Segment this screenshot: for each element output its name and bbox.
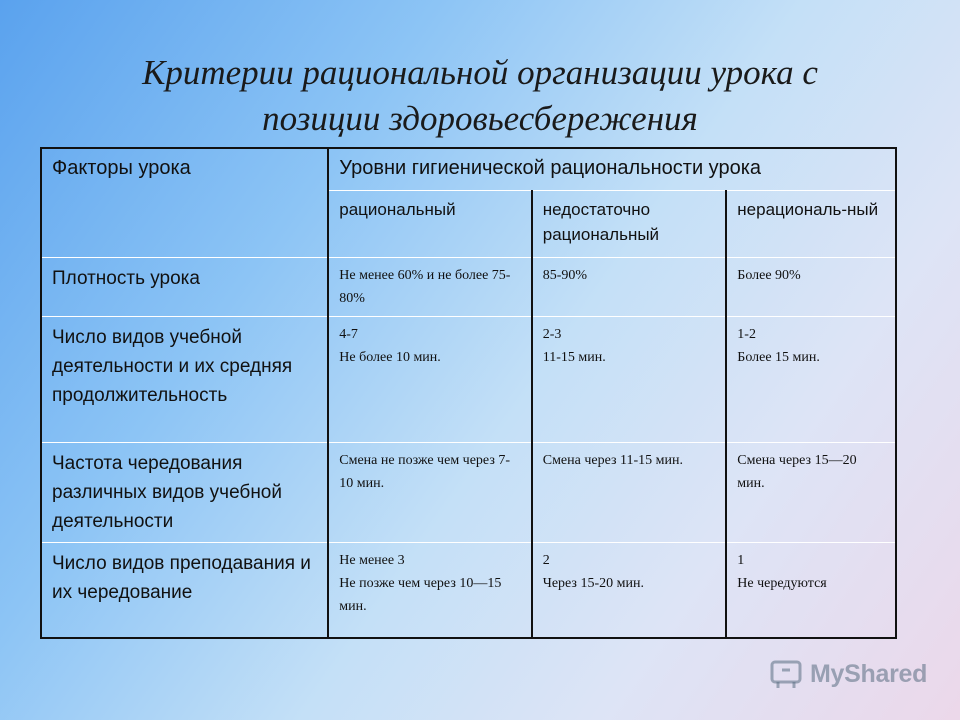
header-levels: Уровни гигиенической рациональности урока xyxy=(328,148,896,190)
cell xyxy=(726,257,896,316)
cell-line: Не менее 3 xyxy=(339,552,405,568)
watermark-logo xyxy=(768,656,927,692)
cell xyxy=(532,442,727,542)
cell-line: Смена через 15—20 мин. xyxy=(737,452,857,491)
mortarboard-icon xyxy=(768,656,804,692)
slide-title xyxy=(60,50,900,142)
cell-line: 1 xyxy=(737,552,745,568)
cell-line: 85-90% xyxy=(542,267,588,283)
cell-line: Не позже чем через 10—15 мин. xyxy=(339,575,502,614)
cell-line: Через 15-20 мин. xyxy=(542,575,644,591)
watermark-text: MyShared xyxy=(810,659,928,688)
cell-line: Смена не позже чем через 7-10 мин. xyxy=(339,452,511,491)
criteria-table xyxy=(40,147,897,639)
row-factor: Число видов преподавания и их чередование xyxy=(41,542,328,638)
cell-line: Не менее 60% и не более 75-80% xyxy=(339,267,511,306)
cell xyxy=(532,257,727,316)
cell xyxy=(328,316,531,442)
title-line-1: Критерии рациональной организации урока с xyxy=(142,53,818,92)
cell-line: 2-3 xyxy=(542,326,562,342)
cell-line: 2 xyxy=(542,552,550,568)
table-row xyxy=(41,442,896,542)
cell-line: Не более 10 мин. xyxy=(339,349,441,365)
cell xyxy=(532,316,727,442)
cell xyxy=(532,542,727,638)
cell-line: Более 15 мин. xyxy=(737,349,820,365)
cell xyxy=(726,542,896,638)
cell xyxy=(726,442,896,542)
cell xyxy=(726,316,896,442)
table-row xyxy=(41,316,896,442)
row-factor: Плотность урока xyxy=(41,257,328,316)
table-row xyxy=(41,542,896,638)
cell-line: Не чередуются xyxy=(737,575,827,591)
title-line-2: позиции здоровьесбережения xyxy=(262,99,698,138)
cell-line: 11-15 мин. xyxy=(542,349,606,365)
cell-line: 4-7 xyxy=(339,326,358,342)
cell-line: Более 90% xyxy=(737,267,801,283)
cell-line: Смена через 11-15 мин. xyxy=(542,452,684,468)
cell xyxy=(328,442,531,542)
row-factor: Число видов учебной деятельности и их средняя продолжительность xyxy=(41,316,328,442)
cell-line: 1-2 xyxy=(737,326,756,342)
row-factor: Частота чередования различных видов учебной деятельности xyxy=(41,442,328,542)
header-factors: Факторы урока xyxy=(41,148,328,257)
subheader-insufficient: недостаточно рациональный xyxy=(532,190,727,257)
table-row xyxy=(41,257,896,316)
cell xyxy=(328,542,531,638)
cell xyxy=(328,257,531,316)
subheader-rational: рациональный xyxy=(328,190,531,257)
subheader-irrational: нерациональ-ный xyxy=(726,190,896,257)
